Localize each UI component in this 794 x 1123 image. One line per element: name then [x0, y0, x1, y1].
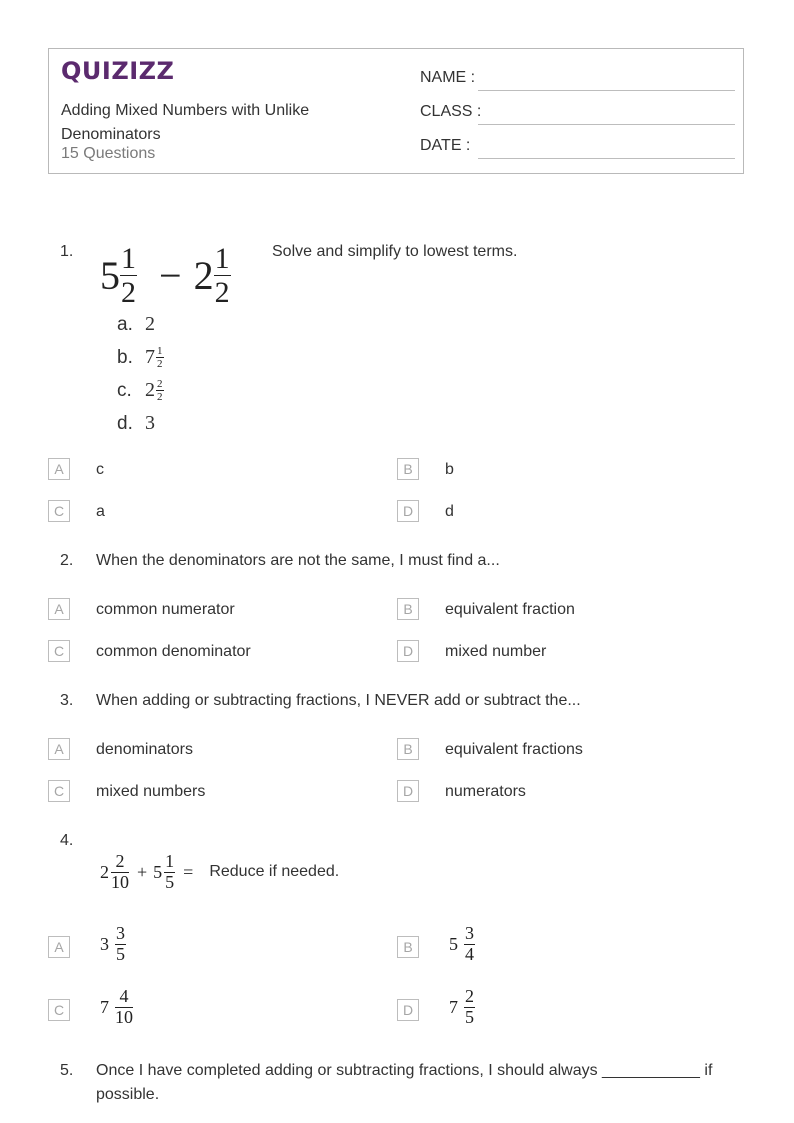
q4-numerator-1: 2: [111, 852, 129, 873]
q4-option-c-den: 10: [115, 1006, 133, 1027]
q1-choice-b-num: 1: [157, 344, 163, 357]
q2-option-d-box[interactable]: D: [397, 640, 419, 662]
q1-choice-c-letter: c.: [117, 379, 132, 401]
q4-option-b-box[interactable]: B: [397, 936, 419, 958]
q1-option-a-box[interactable]: A: [48, 458, 70, 480]
q1-choice-c: [117, 374, 164, 407]
q1-numerator-1: 1: [121, 242, 136, 275]
q4-option-d-fraction: [464, 987, 475, 1028]
q1-choice-c-fraction: [156, 378, 164, 403]
question-4-number: 4.: [60, 832, 74, 849]
q2-option-a-box[interactable]: A: [48, 598, 70, 620]
question-1-number: 1.: [60, 243, 74, 260]
q4-option-b-den: 4: [465, 943, 474, 964]
name-label: NAME :: [420, 69, 476, 86]
q2-option-c-text[interactable]: common denominator: [96, 643, 251, 660]
q1-choice-a-value: 2: [145, 313, 155, 335]
q1-choice-c-whole: 2: [145, 379, 155, 401]
q1-option-d-box[interactable]: D: [397, 500, 419, 522]
q1-choice-b-den: 2: [157, 358, 163, 370]
worksheet-header: [48, 48, 744, 174]
question-1-expression: [100, 242, 231, 309]
q1-whole-2: 2: [193, 253, 214, 298]
q1-option-c-text[interactable]: a: [96, 503, 105, 520]
q1-numerator-2: 1: [214, 242, 230, 275]
question-4-prompt: Reduce if needed.: [209, 863, 340, 881]
q1-option-a-text[interactable]: c: [96, 461, 104, 478]
q1-choice-a-letter: a.: [117, 313, 133, 335]
q2-option-b-box[interactable]: B: [397, 598, 419, 620]
q4-fraction-1: [111, 852, 129, 893]
q2-option-c-box[interactable]: C: [48, 640, 70, 662]
q1-option-b-box[interactable]: B: [397, 458, 419, 480]
q4-option-a-value[interactable]: [100, 924, 126, 965]
q4-option-b-whole: 5: [449, 933, 458, 954]
q1-denominator-2: 2: [214, 276, 230, 309]
q3-option-d-box[interactable]: D: [397, 780, 419, 802]
q1-choice-a: [117, 308, 164, 341]
q4-option-c-box[interactable]: C: [48, 999, 70, 1021]
q4-option-d-whole: 7: [449, 996, 458, 1017]
question-2-number: 2.: [60, 552, 74, 569]
date-field[interactable]: [420, 137, 735, 159]
q4-denominator-1: 10: [111, 871, 129, 892]
q4-option-a-num: 3: [116, 923, 125, 943]
q1-choice-d: [117, 407, 164, 440]
q1-option-d-text[interactable]: d: [445, 503, 454, 520]
question-1-prompt: Solve and simplify to lowest terms.: [272, 243, 518, 260]
class-label: CLASS :: [420, 103, 482, 120]
question-count: 15 Questions: [61, 145, 156, 162]
question-3-number: 3.: [60, 692, 74, 709]
q1-choice-c-num: 2: [157, 377, 163, 390]
name-field[interactable]: [420, 69, 735, 91]
q1-choice-c-den: 2: [157, 391, 163, 403]
q1-choice-d-value: 3: [145, 412, 155, 434]
q4-option-a-fraction: [115, 924, 126, 965]
q4-option-d-box[interactable]: D: [397, 999, 419, 1021]
question-4-expression: [100, 852, 339, 893]
q2-option-a-text[interactable]: common numerator: [96, 601, 235, 618]
q1-option-b-text[interactable]: b: [445, 461, 454, 478]
name-line[interactable]: [478, 90, 735, 91]
q1-fraction-2: [214, 242, 231, 309]
q3-option-a-text[interactable]: denominators: [96, 741, 193, 758]
q4-option-b-value[interactable]: [449, 924, 475, 965]
question-5-number: 5.: [60, 1062, 74, 1079]
q4-whole-1: 2: [100, 861, 109, 882]
q3-option-d-text[interactable]: numerators: [445, 783, 526, 800]
q4-fraction-2: [164, 852, 175, 893]
q1-option-c-box[interactable]: C: [48, 500, 70, 522]
q4-option-d-num: 2: [465, 986, 474, 1006]
q1-fraction-1: [120, 242, 137, 309]
q4-option-d-value[interactable]: [449, 987, 475, 1028]
worksheet-title: Adding Mixed Numbers with Unlike Denominators: [61, 102, 310, 143]
q1-whole-1: 5: [100, 253, 120, 298]
q4-denominator-2: 5: [165, 871, 175, 892]
q4-option-a-den: 5: [116, 943, 125, 964]
q3-option-c-text[interactable]: mixed numbers: [96, 783, 206, 800]
q4-equals: =: [183, 861, 194, 882]
question-2-prompt: When the denominators are not the same, I must find a...: [96, 552, 500, 569]
q4-option-c-fraction: [115, 987, 133, 1028]
q1-choice-b-whole: 7: [145, 346, 155, 368]
q1-choice-b-fraction: [156, 345, 164, 370]
q4-option-d-den: 5: [465, 1006, 474, 1027]
q4-option-c-whole: 7: [100, 996, 109, 1017]
q1-choice-b: [117, 341, 164, 374]
q3-option-b-box[interactable]: B: [397, 738, 419, 760]
quizizz-logo: QUIZIZZ: [61, 57, 175, 85]
q4-option-c-value[interactable]: [100, 987, 133, 1028]
q4-numerator-2: 1: [165, 851, 175, 871]
q3-option-a-box[interactable]: A: [48, 738, 70, 760]
date-label: DATE :: [420, 137, 471, 154]
q1-operator: −: [159, 253, 182, 298]
question-3-prompt: When adding or subtracting fractions, I NEVER add or subtract the...: [96, 692, 581, 709]
class-field[interactable]: [420, 103, 735, 125]
q4-operator: +: [137, 861, 148, 882]
q1-choice-b-letter: b.: [117, 346, 133, 368]
q4-option-b-fraction: [464, 924, 475, 965]
q4-option-b-num: 3: [465, 923, 474, 943]
q3-option-c-box[interactable]: C: [48, 780, 70, 802]
question-5-prompt: Once I have completed adding or subtracting fractions, I should always ___________ if possible.: [96, 1062, 713, 1103]
q4-whole-2: 5: [153, 861, 163, 882]
q4-option-a-box[interactable]: A: [48, 936, 70, 958]
q3-option-b-text[interactable]: equivalent fractions: [445, 741, 583, 758]
q4-option-a-whole: 3: [100, 933, 109, 954]
q2-option-d-text[interactable]: mixed number: [445, 643, 547, 660]
date-line[interactable]: [478, 158, 735, 159]
q1-denominator-1: 2: [121, 276, 136, 309]
class-line[interactable]: [478, 124, 735, 125]
q2-option-b-text[interactable]: equivalent fraction: [445, 601, 575, 618]
q4-option-c-num: 4: [115, 987, 133, 1008]
question-1-choice-list: [117, 308, 164, 440]
q1-choice-d-letter: d.: [117, 412, 133, 434]
